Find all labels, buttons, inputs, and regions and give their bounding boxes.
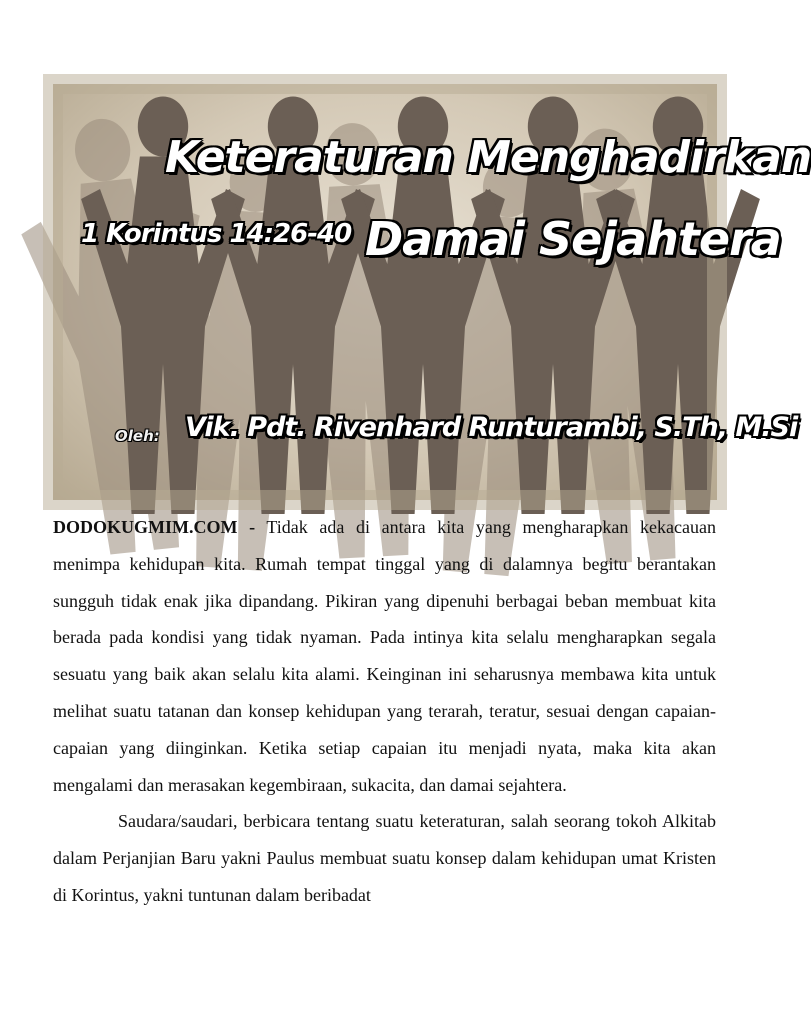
- banner-author: Vik. Pdt. Rivenhard Runturambi, S.Th, M.Si: [185, 412, 798, 443]
- paragraph-1-text: Tidak ada di antara kita yang mengharapkan kekacauan menimpa kehidupan kita. Rumah tempat tinggal yang di dalamnya begitu berantakan sungguh tidak enak jika dipandang. Pikiran yang dipenuhi berbagai beban membuat kita berada pada kondisi yang tidak nyaman. Pada intinya kita selalu mengharapkan segala sesuatu yang baik akan selalu kita alami. Keinginan ini seharusnya membawa kita untuk melihat suatu tatanan dan konsep kehidupan yang terarah, teratur, sesuai dengan capaian-capaian yang diinginkan. Ketika setiap capaian itu menjadi nyata, maka kita akan mengalami dan merasakan kegembiraan, sukacita, dan damai sejahtera.: [53, 517, 716, 795]
- banner-bible-reference: 1 Korintus 14:26-40: [81, 219, 352, 249]
- banner-title-line1: Keteraturan Menghadirkan: [165, 132, 811, 183]
- banner-by-label: Oleh:: [115, 427, 160, 445]
- banner-title-line2: Damai Sejahtera: [365, 212, 781, 266]
- site-name: DODOKUGMIM.COM -: [53, 517, 256, 537]
- article-body: [53, 509, 716, 914]
- sermon-banner-image: [53, 84, 811, 500]
- article-paragraph-2: Saudara/saudari, berbicara tentang suatu keteraturan, salah seorang tokoh Alkitab dalam Perjanjian Baru yakni Paulus membuat suatu konsep dalam kehidupan umat Kristen di Korintus, yakni tuntunan dalam beribadat: [53, 811, 716, 905]
- article-paragraph-1: [53, 509, 716, 803]
